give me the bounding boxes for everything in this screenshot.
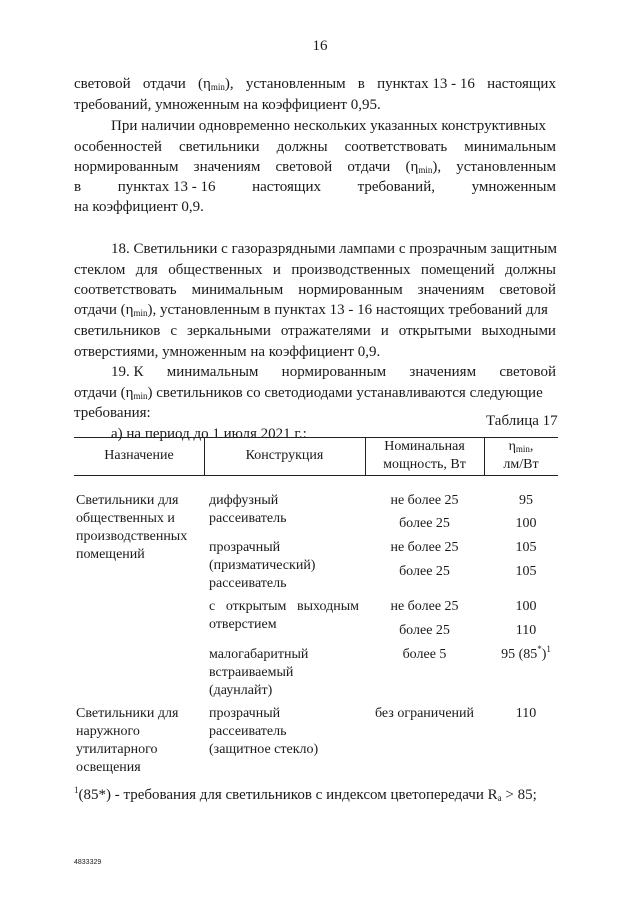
efficacy-cell: 110 — [515, 706, 537, 721]
power-cell: не более 25 — [390, 540, 459, 555]
power-cell: не более 25 — [390, 599, 459, 614]
p2-line-3: нормированным значениям световой отдачи $(\eta_{min})$, установленным — [74, 159, 556, 175]
efficacy-cell: 110 — [515, 623, 537, 638]
efficacy-cell: 105 — [515, 564, 537, 579]
table-caption: Таблица 17 — [486, 413, 558, 429]
efficacy-cell: 95 — [519, 493, 533, 508]
power-cell: более 25 — [399, 564, 450, 579]
p4-line-2: отдачи $(\eta_{min})$ светильников со светодиодами устанавливаются следующие — [74, 385, 543, 401]
header-efficacy: $\eta_{min}$, лм/Вт — [503, 439, 539, 472]
p2-line-4: в пунктах 13 - 16 настоящих требований, умноженным — [74, 179, 556, 195]
p3-line-1: 18. Светильники с газоразрядными лампами с прозрачным защитным — [111, 241, 557, 257]
efficacy-cell: 105 — [515, 540, 537, 555]
p4-line-3: требования: — [74, 405, 151, 421]
p2-line-1: При наличии одновременно нескольких указанных конструктивных — [111, 118, 546, 134]
table-header-rule — [74, 475, 558, 476]
power-cell: более 5 — [402, 647, 447, 662]
page-number: 16 — [312, 38, 328, 54]
design-protective-glass: прозрачный рассеиватель (защитное стекло) — [209, 706, 319, 757]
purpose-public-industrial: Светильники для общественных и производственных помещений — [76, 493, 188, 562]
header-purpose: Назначение — [104, 448, 174, 463]
p1-line-1: световой отдачи $(\eta_{min})$, установленным в пунктах 13 - 16 настоящих — [74, 76, 556, 92]
p4-line-1: 19. К минимальным нормированным значениям световой — [111, 364, 556, 380]
power-cell: не более 25 — [390, 493, 459, 508]
design-open-outlet: с открытым выходным отверстием — [209, 599, 359, 632]
efficacy-cell: 95 $(85^*)^1$ — [501, 644, 551, 662]
header-power: Номинальная мощность, Вт — [383, 439, 466, 472]
p2-line-2: особенностей светильники должны соответствовать минимальным — [74, 139, 556, 155]
design-prismatic: прозрачный (призматический) рассеиватель — [209, 540, 316, 591]
p2-line-5: на коэффициент 0,9. — [74, 199, 204, 215]
p1-line-2: требований, умноженным на коэффициент 0,95. — [74, 97, 381, 113]
p3-line-6: отверстиями, умноженным на коэффициент 0,9. — [74, 344, 381, 360]
design-downlight: малогабаритный встраиваемый (даунлайт) — [209, 647, 309, 698]
power-cell: без ограничений — [374, 706, 475, 721]
design-diffuse: диффузный рассеиватель — [209, 493, 287, 526]
purpose-outdoor-utility: Светильники для наружного утилитарного освещения — [76, 706, 179, 775]
efficacy-cell: 100 — [515, 516, 537, 531]
power-cell: более 25 — [399, 516, 450, 531]
p3-line-4: отдачи $(\eta_{min})$, установленным в пунктах 13 - 16 настоящих требований для — [74, 302, 548, 318]
power-cell: более 25 — [399, 623, 450, 638]
header-design: Конструкция — [245, 448, 324, 463]
p3-line-2: стеклом для общественных и производственных помещений должны — [74, 262, 556, 278]
efficacy-cell: 100 — [515, 599, 537, 614]
footnote: $^1$(85*) - требования для светильников с индексом цветопередачи $R_a > 85$; — [74, 785, 537, 803]
p3-line-3: соответствовать минимальным нормированным значениям световой — [74, 282, 556, 298]
p3-line-5: светильников с зеркальными отражателями и открытыми выходными — [74, 323, 556, 339]
document-number: 4833329 — [74, 859, 102, 866]
p4-line-4: а) на период до 1 июля 2021 г.: — [111, 426, 307, 442]
